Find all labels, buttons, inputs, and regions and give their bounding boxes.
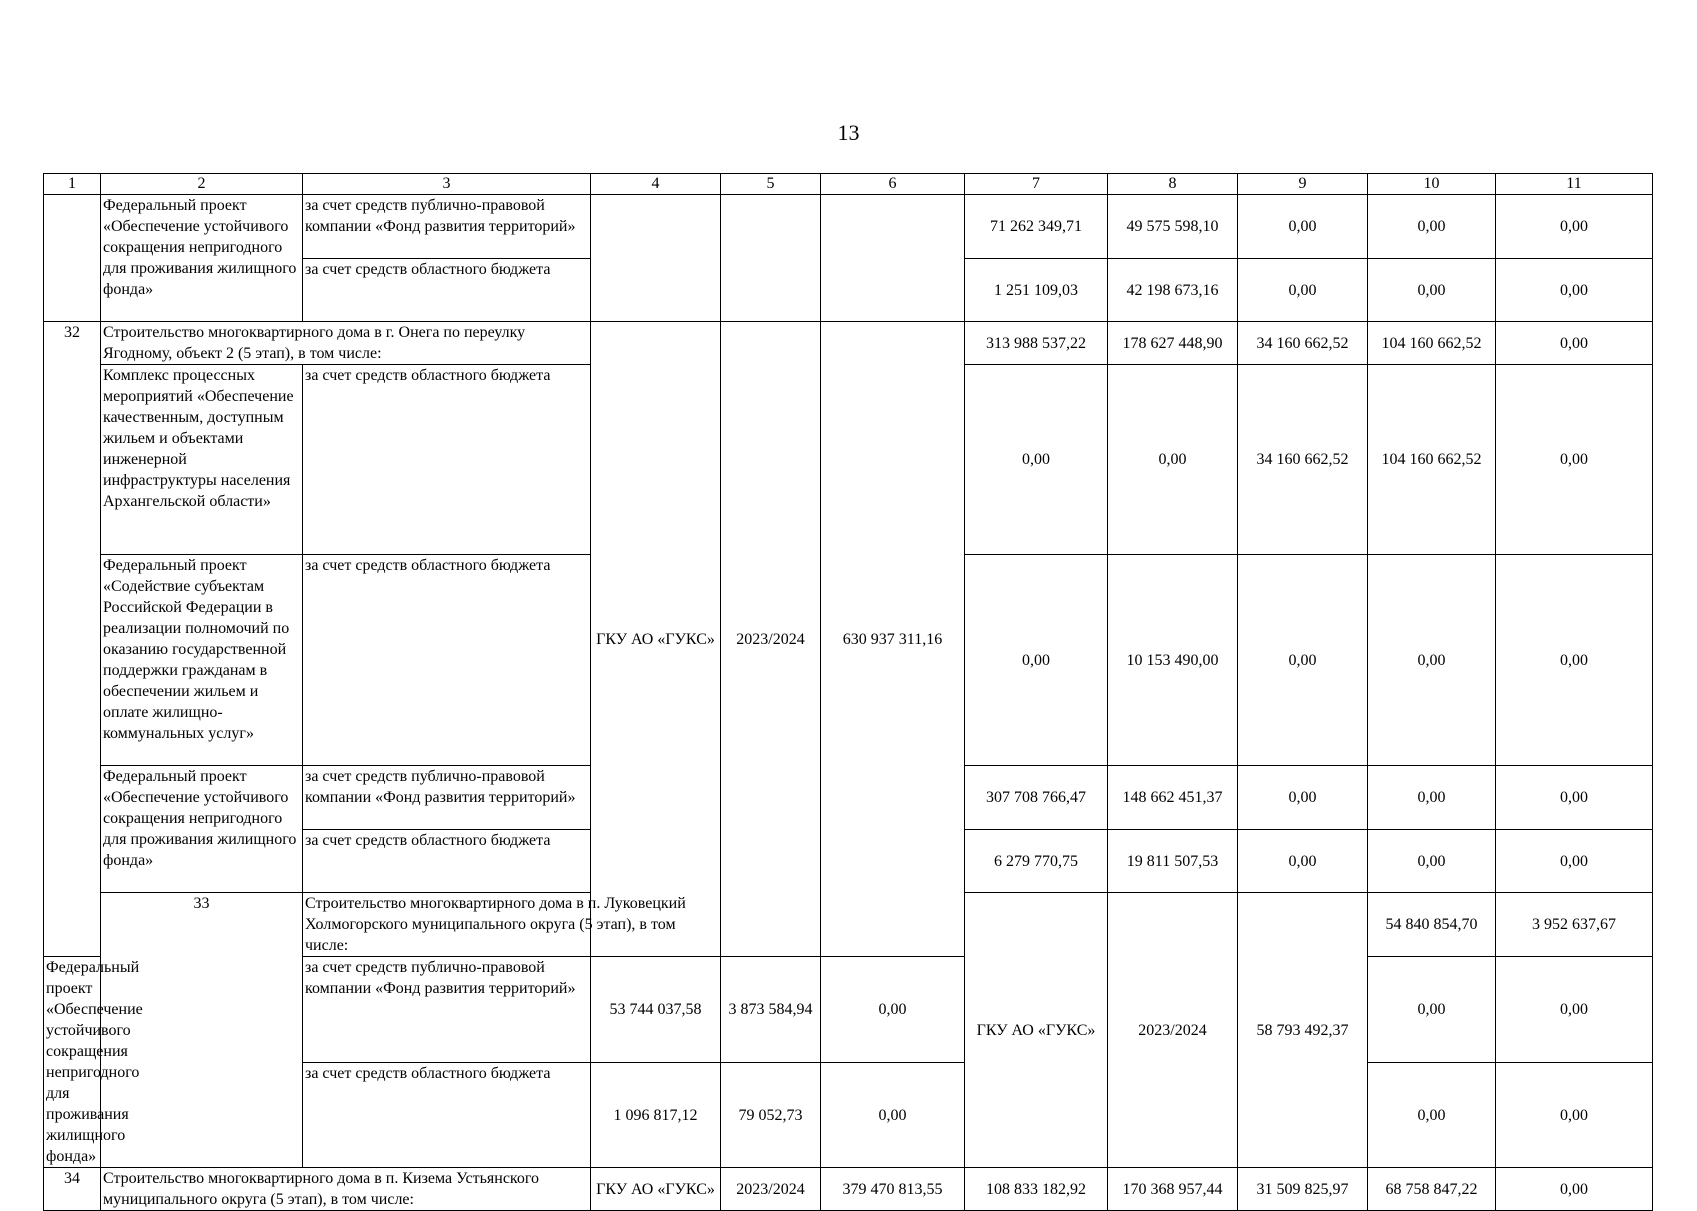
funding-source-cell: за счет средств областного бюджета (303, 1063, 591, 1168)
total-cost-cell: 379 470 813,55 (821, 1168, 965, 1211)
funding-source-cell: за счет средств областного бюджета (303, 365, 591, 555)
column-number: 8 (1108, 174, 1238, 195)
amount-cell: 0,00 (1496, 555, 1653, 766)
column-number: 4 (591, 174, 721, 195)
column-number: 11 (1496, 174, 1653, 195)
program-cell: Комплекс процессных мероприятий «Обеспечение качественным, доступным жильем и объектами инженерной инфраструктуры населения Архангельской области» (101, 365, 303, 555)
funding-source-cell: за счет средств публично-правовой компании «Фонд развития территорий» (303, 957, 591, 1063)
funding-source-cell: за счет средств публично-правовой компании «Фонд развития территорий» (303, 195, 591, 259)
amount-cell: 0,00 (821, 1063, 965, 1168)
row-number-cell: 34 (44, 1168, 101, 1211)
period-cell (721, 195, 821, 322)
column-number: 3 (303, 174, 591, 195)
amount-cell: 0,00 (1108, 365, 1238, 555)
row-number-cell: 32 (44, 322, 101, 957)
amount-cell: 0,00 (821, 957, 965, 1063)
total-cost-cell: 58 793 492,37 (1238, 893, 1368, 1168)
funding-source-cell: за счет средств областного бюджета (303, 830, 591, 893)
amount-cell: 34 160 662,52 (1238, 365, 1368, 555)
funding-source-cell: за счет средств публично-правовой компании «Фонд развития территорий» (303, 766, 591, 830)
amount-cell: 54 840 854,70 (1368, 893, 1496, 957)
amount-cell: 68 758 847,22 (1368, 1168, 1496, 1211)
amount-cell: 307 708 766,47 (965, 766, 1108, 830)
executor-cell: ГКУ АО «ГУКС» (965, 893, 1108, 1168)
column-number: 1 (44, 174, 101, 195)
column-number: 6 (821, 174, 965, 195)
amount-cell: 0,00 (1238, 195, 1368, 259)
amount-cell: 53 744 037,58 (591, 957, 721, 1063)
column-number: 9 (1238, 174, 1368, 195)
amount-cell: 1 251 109,03 (965, 259, 1108, 322)
amount-cell: 0,00 (1496, 1063, 1653, 1168)
amount-cell: 0,00 (1496, 957, 1653, 1063)
object-title-cell: Строительство многоквартирного дома в г. Онега по переулку Ягодному, объект 2 (5 этап), в том числе: (101, 322, 591, 365)
amount-cell: 31 509 825,97 (1238, 1168, 1368, 1211)
row-number-cell: 33 (101, 893, 303, 1168)
program-cell: Федеральный проект «Обеспечение устойчивого сокращения непригодного для проживания жилищного фонда» (44, 957, 101, 1168)
amount-cell: 3 873 584,94 (721, 957, 821, 1063)
amount-cell: 0,00 (1368, 830, 1496, 893)
table-row (44, 195, 1653, 259)
program-cell: Федеральный проект «Обеспечение устойчивого сокращения непригодного для проживания жилищного фонда» (101, 766, 303, 893)
amount-cell: 313 988 537,22 (965, 322, 1108, 365)
amount-cell: 0,00 (1368, 195, 1496, 259)
amount-cell: 0,00 (1496, 766, 1653, 830)
amount-cell: 148 662 451,37 (1108, 766, 1238, 830)
amount-cell: 0,00 (1368, 555, 1496, 766)
amount-cell: 3 952 637,67 (1496, 893, 1653, 957)
amount-cell: 0,00 (1238, 830, 1368, 893)
amount-cell: 0,00 (1496, 322, 1653, 365)
amount-cell: 42 198 673,16 (1108, 259, 1238, 322)
period-cell: 2023/2024 (721, 1168, 821, 1211)
object-title-cell: Строительство многоквартирного дома в п. Луковецкий Холмогорского муниципального округа (5 этап), в том числе: (303, 893, 721, 957)
funding-source-cell: за счет средств областного бюджета (303, 259, 591, 322)
amount-cell: 19 811 507,53 (1108, 830, 1238, 893)
amount-cell: 0,00 (1496, 1168, 1653, 1211)
amount-cell: 49 575 598,10 (1108, 195, 1238, 259)
amount-cell: 0,00 (965, 365, 1108, 555)
amount-cell: 0,00 (1496, 195, 1653, 259)
period-cell: 2023/2024 (1108, 893, 1238, 1168)
program-cell: Федеральный проект «Содействие субъектам Российской Федерации в реализации полномочий по оказанию государственной поддержки гражданам в обеспечении жильем и оплате жилищно-коммунальных услуг» (101, 555, 303, 766)
amount-cell: 0,00 (1368, 766, 1496, 830)
amount-cell: 1 096 817,12 (591, 1063, 721, 1168)
amount-cell: 104 160 662,52 (1368, 365, 1496, 555)
funding-source-cell: за счет средств областного бюджета (303, 555, 591, 766)
budget-table (43, 173, 1653, 1211)
object-title-cell: Строительство многоквартирного дома в п. Кизема Устьянского муниципального округа (5 этап), в том числе: (101, 1168, 591, 1211)
amount-cell: 0,00 (1238, 259, 1368, 322)
executor-cell: ГКУ АО «ГУКС» (591, 322, 721, 957)
column-number: 5 (721, 174, 821, 195)
amount-cell: 10 153 490,00 (1108, 555, 1238, 766)
amount-cell: 0,00 (965, 555, 1108, 766)
amount-cell: 104 160 662,52 (1368, 322, 1496, 365)
amount-cell: 0,00 (1238, 555, 1368, 766)
amount-cell: 0,00 (1496, 365, 1653, 555)
table-row (44, 322, 1653, 365)
amount-cell: 79 052,73 (721, 1063, 821, 1168)
period-cell: 2023/2024 (721, 322, 821, 957)
total-cost-cell: 630 937 311,16 (821, 322, 965, 957)
amount-cell: 170 368 957,44 (1108, 1168, 1238, 1211)
amount-cell: 0,00 (1496, 830, 1653, 893)
amount-cell: 0,00 (1368, 1063, 1496, 1168)
row-number-cell (44, 195, 101, 322)
column-number-row (44, 174, 1653, 195)
total-cost-cell (821, 195, 965, 322)
amount-cell: 34 160 662,52 (1238, 322, 1368, 365)
page-number: 13 (837, 120, 860, 145)
amount-cell: 178 627 448,90 (1108, 322, 1238, 365)
executor-cell: ГКУ АО «ГУКС» (591, 1168, 721, 1211)
amount-cell: 6 279 770,75 (965, 830, 1108, 893)
amount-cell: 108 833 182,92 (965, 1168, 1108, 1211)
executor-cell (591, 195, 721, 322)
column-number: 7 (965, 174, 1108, 195)
column-number: 2 (101, 174, 303, 195)
table-body (44, 174, 1653, 1211)
program-cell: Федеральный проект «Обеспечение устойчивого сокращения непригодного для проживания жилищного фонда» (101, 195, 303, 322)
table-row (44, 1168, 1653, 1211)
amount-cell: 0,00 (1368, 259, 1496, 322)
amount-cell: 0,00 (1496, 259, 1653, 322)
amount-cell: 0,00 (1238, 766, 1368, 830)
amount-cell: 71 262 349,71 (965, 195, 1108, 259)
column-number: 10 (1368, 174, 1496, 195)
amount-cell: 0,00 (1368, 957, 1496, 1063)
